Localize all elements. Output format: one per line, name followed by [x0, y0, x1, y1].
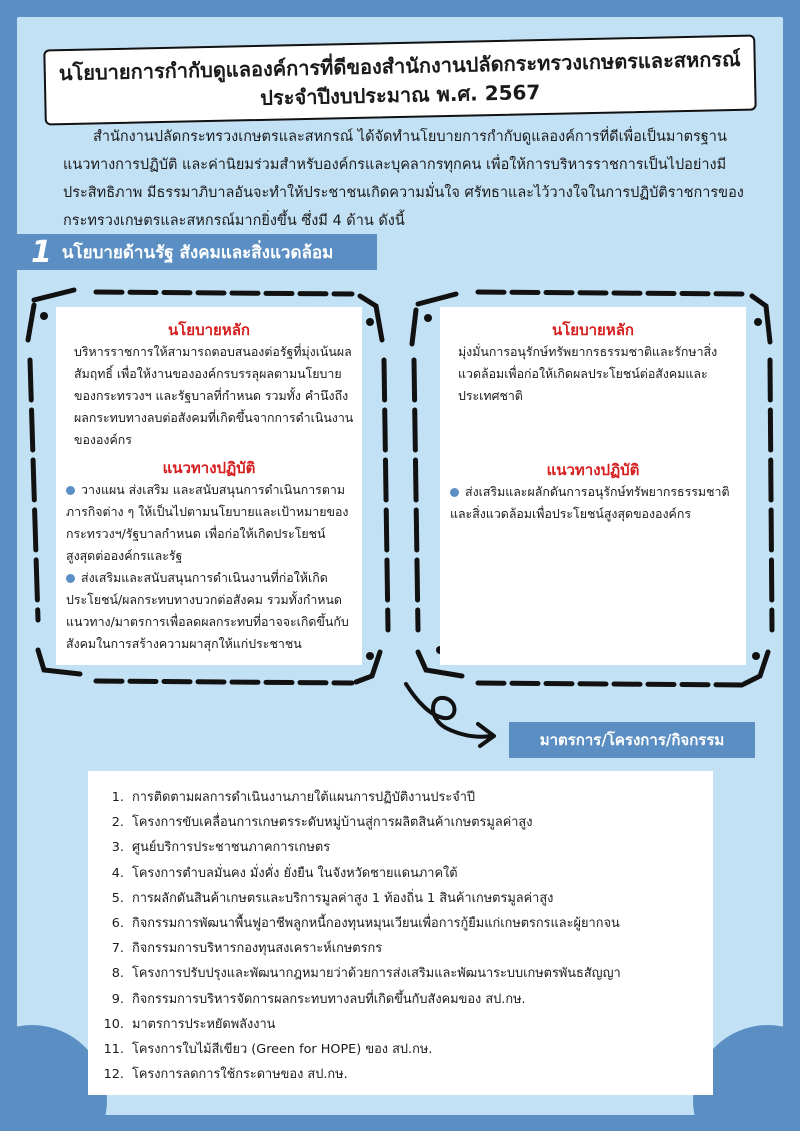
list-item: 11. โครงการใบไม้สีเขียว (Green for HOPE) ของ สป.กษ.	[128, 1037, 713, 1062]
arrow-icon	[406, 684, 494, 746]
list-item: 10. มาตรการประหยัดพลังงาน	[128, 1012, 713, 1037]
list-item: 2. โครงการขับเคลื่อนการเกษตรระดับหมู่บ้านสู่การผลิตสินค้าเกษตรมูลค่าสูง	[128, 810, 713, 835]
list-item: 3. ศูนย์บริการประชาชนภาคการเกษตร	[128, 835, 713, 860]
section-number: 1	[31, 234, 52, 270]
list-item: 12. โครงการลดการใช้กระดาษของ สป.กษ.	[128, 1062, 713, 1087]
practice-heading: แนวทางปฏิบัติ	[162, 459, 256, 477]
list-item: ส่งเสริมและผลักดันการอนุรักษ์ทรัพยากรธรรมชาติและสิ่งแวดล้อมเพื่อประโยชน์สูงสุดขององค์กร	[450, 484, 730, 521]
bullet-icon	[66, 486, 75, 495]
main-policy-text: มุ่งมั่นการอนุรักษ์ทรัพยากรธรรมชาติและรักษาสิ่งแวดล้อมเพื่อก่อให้เกิดผลประโยชน์ต่อสังคมและประเทศชาติ	[458, 344, 718, 403]
list-item: ส่งเสริมและสนับสนุนการดำเนินงานที่ก่อให้เกิดประโยชน์/ผลกระทบทางบวกต่อสังคม รวมทั้งกำหนดแนวทาง/มาตรการเพื่อลดผลกระทบที่อาจจะเกิดขึ้นกับสังคมในการสร้างความผาสุกให้แก่ประชาชน	[66, 570, 349, 651]
list-item: 7. กิจกรรมการบริหารกองทุนสงเคราะห์เกษตรกร	[128, 936, 713, 961]
list-item: 1. การติดตามผลการดำเนินงานภายใต้แผนการปฏิบัติงานประจำปี	[128, 785, 713, 810]
title-line-2: ประจำปีงบประมาณ พ.ศ. 2567	[260, 80, 541, 110]
practice-heading: แนวทางปฏิบัติ	[546, 461, 640, 479]
list-item: 8. โครงการปรับปรุงและพัฒนากฎหมายว่าด้วยการส่งเสริมและพัฒนาระบบเกษตรพันธสัญญา	[128, 961, 713, 986]
left-policy-card	[56, 307, 362, 665]
measures-list	[88, 771, 713, 1087]
title-line-1: นโยบายการกำกับดูแลองค์การที่ดีของสำนักงานปลัดกระทรวงเกษตรและสหกรณ์	[58, 46, 741, 86]
list-item: 5. การผลักดันสินค้าเกษตรและบริการมูลค่าสูง 1 ท้องถิ่น 1 สินค้าเกษตรมูลค่าสูง	[128, 886, 713, 911]
bullet-icon	[66, 574, 75, 583]
measures-banner: มาตรการ/โครงการ/กิจกรรม	[509, 722, 755, 758]
bullet-icon	[450, 488, 459, 497]
section-title: นโยบายด้านรัฐ สังคมและสิ่งแวดล้อม	[61, 242, 334, 263]
main-policy-heading: นโยบายหลัก	[552, 321, 634, 339]
list-item: 4. โครงการตำบลมั่นคง มั่งคั่ง ยั่งยืน ในจังหวัดชายแดนภาคใต้	[128, 861, 713, 886]
list-item: 9. กิจกรรมการบริหารจัดการผลกระทบทางลบที่เกิดขึ้นกับสังคมของ สป.กษ.	[128, 987, 713, 1012]
main-policy-text: บริหารราชการให้สามารถตอบสนองต่อรัฐที่มุ่งเน้นผลสัมฤทธิ์ เพื่อให้งานขององค์กรบรรลุผลตามนโยบายของกระทรวงฯ และรัฐบาลที่กำหนด รวมทั้ง คำนึงถึงผลกระทบทางลบต่อสังคมที่เกิดขึ้นจากการดำเนินงานขององค์กร	[74, 344, 354, 447]
right-policy-card	[440, 307, 746, 665]
main-policy-heading: นโยบายหลัก	[168, 321, 250, 339]
measures-list-box	[88, 771, 713, 1095]
intro-paragraph: สำนักงานปลัดกระทรวงเกษตรและสหกรณ์ ได้จัดทำนโยบายการกำกับดูแลองค์การที่ดีเพื่อเป็นมาตรฐาน แนวทางการปฏิบัติ และค่านิยมร่วมสำหรับองค์กรและบุคลากรทุกคน เพื่อให้การบริหารราชการเป็นไปอย่างมีประสิทธิภาพ มีธรรมาภิบาลอันจะทำให้ประชาชนเกิดความมั่นใจ ศรัทธาและไว้วางใจในการปฏิบัติราชการของกระทรวงเกษตรและสหกรณ์มากยิ่งขึ้น ซึ่งมี 4 ด้าน ดังนี้	[63, 129, 744, 229]
list-item: 6. กิจกรรมการพัฒนาพื้นฟูอาชีพลูกหนี้กองทุนหมุนเวียนเพื่อการกู้ยืมแก่เกษตรกรและผู้ยากจน	[128, 911, 713, 936]
list-item: วางแผน ส่งเสริม และสนับสนุนการดำเนินการตามภารกิจต่าง ๆ ให้เป็นไปตามนโยบายและเป้าหมายของกระทรวงฯ/รัฐบาลกำหนด เพื่อก่อให้เกิดประโยชน์สูงสุดต่อองค์กรและรัฐ	[66, 482, 349, 563]
